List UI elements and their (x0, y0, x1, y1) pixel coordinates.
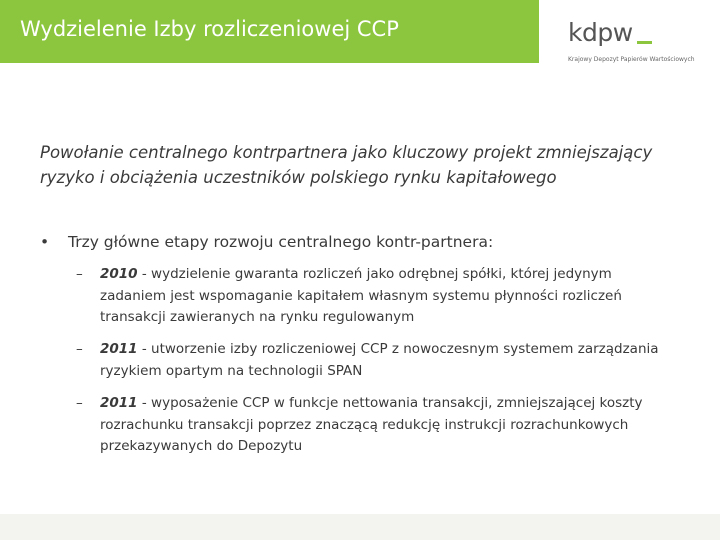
stage-item-2 (76, 339, 676, 382)
main-bullet (40, 231, 680, 253)
stage-item-1 (76, 264, 676, 329)
logo-wordmark: kdpw (568, 18, 633, 47)
kdpw-logo (540, 0, 720, 63)
stage-item-3 (76, 393, 676, 458)
footer-band (0, 514, 720, 540)
title-bar (0, 0, 539, 63)
intro-paragraph: Powołanie centralnego kontrpartnera jako kluczowy projekt zmniejszający ryzyko i obciążenia uczestników polskiego rynku kapitałowego (40, 143, 653, 187)
main-bullet-text: Trzy główne etapy rozwoju centralnego kontr-partnera: (68, 233, 494, 251)
slide-title: Wydzielenie Izby rozliczeniowej CCP (20, 17, 399, 41)
stage-description: - wydzielenie gwaranta rozliczeń jako odrębnej spółki, której jedynym zadaniem jest wspomaganie kapitałem własnym systemu płynności rozliczeń transakcji zawieranych na rynku regulowanym (100, 266, 622, 325)
stage-year: 2011 (100, 395, 138, 411)
dash-marker: – (76, 341, 83, 357)
stage-text (100, 339, 676, 382)
stage-text (100, 264, 676, 329)
dash-marker: – (76, 395, 83, 411)
stage-description: - wyposażenie CCP w funkcje nettowania transakcji, zmniejszającej koszty rozrachunku transakcji poprzez znaczącą redukcję instrukcji rozrachunkowych przekazywanych do Depozytu (100, 395, 643, 454)
logo-tagline: Krajowy Depozyt Papierów Wartościowych (568, 56, 695, 63)
logo-underscore-mark (637, 41, 652, 44)
stage-text (100, 393, 676, 458)
stage-year: 2010 (100, 266, 138, 282)
dash-marker: – (76, 266, 83, 282)
stage-description: - utworzenie izby rozliczeniowej CCP z nowoczesnym systemem zarządzania ryzykiem opartym na technologii SPAN (100, 341, 659, 379)
bullet-marker: • (40, 233, 50, 251)
stage-year: 2011 (100, 341, 138, 357)
